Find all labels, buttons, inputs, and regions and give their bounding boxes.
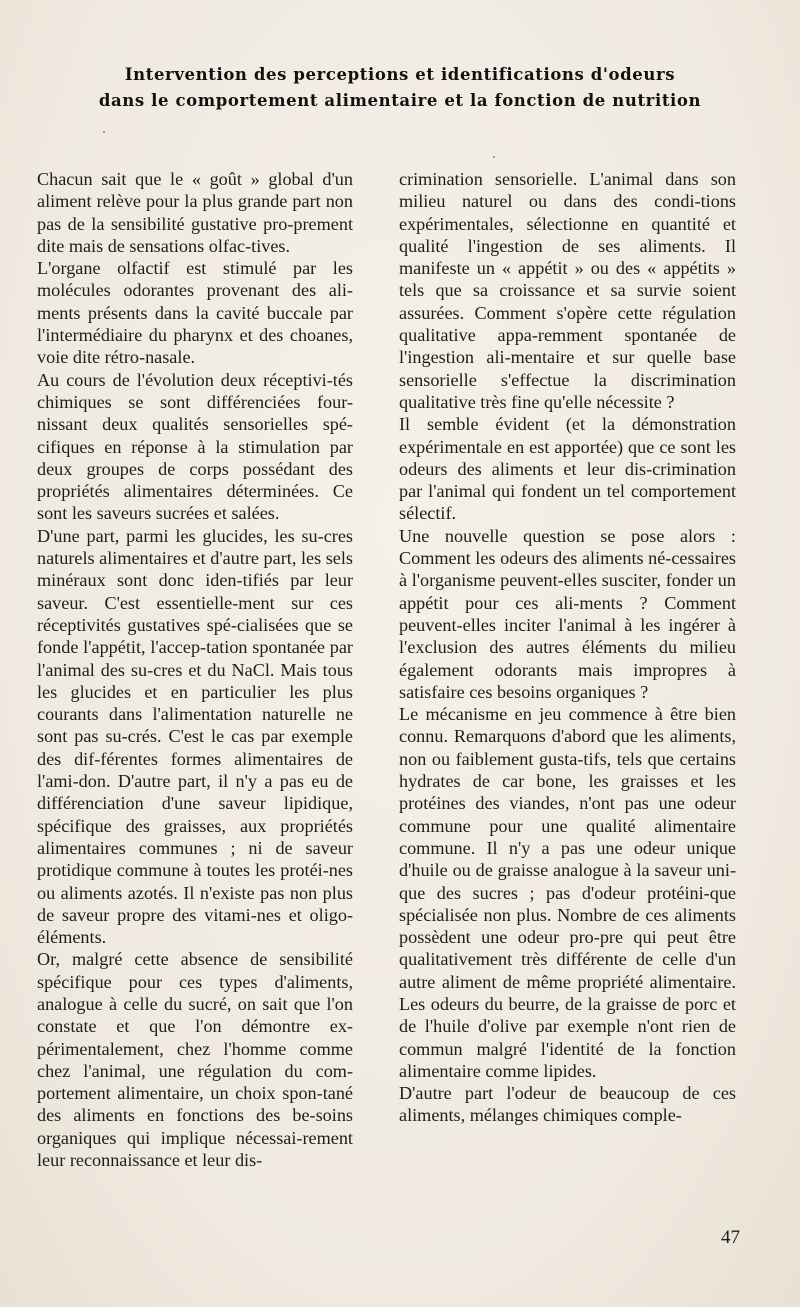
paragraph: Or, malgré cette absence de sensibilité spécifique pour ces types d'aliments, analogue à celle du sucré, on sait que l'on constate et que l'on démontre ex-périmentalement, chez l'homme comme chez l'animal, une régulation du com-portement alimentaire, un choix spon-tané des aliments en fonctions des be-soins organiques qui implique nécessai-rement leur reconnaissance et leur dis- [37, 949, 353, 1171]
left-text-column [37, 168, 353, 1171]
right-text-column [399, 168, 736, 1127]
paragraph: Chacun sait que le « goût » global d'un aliment relève pour la plus grande part non pas de la sensibilité gustative pro-prement dite mais de sensations olfac-tives. [37, 169, 353, 256]
paragraph: Au cours de l'évolution deux réceptivi-tés chimiques se sont différenciées four-nissant deux qualités sensorielles spé-cifiques en réponse à la stimulation par deux groupes de corps possédant des propriétés alimentaires déterminées. Ce sont les saveurs sucrées et salées. [37, 369, 353, 524]
article-title-line-1: Intervention des perceptions et identifications d'odeurs [124, 65, 676, 84]
print-speck [103, 131, 105, 133]
print-speck [493, 156, 495, 158]
paragraph: D'autre part l'odeur de beaucoup de ces aliments, mélanges chimiques comple- [399, 1083, 736, 1126]
paragraph: Une nouvelle question se pose alors : Comment les odeurs des aliments né-cessaires à l'organisme peuvent-elles susciter, fonder un appétit pour ces ali-ments ? Comment peuvent-elles inciter l'animal à les ingérer à l'exclusion des autres éléments du milieu également odorants mais impropres à satisfaire ces besoins organiques ? [399, 525, 736, 702]
paragraph: crimination sensorielle. L'animal dans son milieu naturel ou dans des condi-tions expérimentales, sélectionne en quantité et qualité l'ingestion de ses aliments. Il manifeste un « appétit » ou des « appétits » tels que sa croissance et sa survie soient assurées. Comment s'opère cette régulation qualitative appa-remment spontanée de l'ingestion ali-mentaire et sur quelle base sensorielle s'effectue la discrimination qualitative très fine qu'elle nécessite ? [399, 169, 736, 412]
paragraph: Il semble évident (et la démonstration expérimentale en est apportée) que ce sont les odeurs des aliments et leur dis-crimination par l'animal qui fondent un tel comportement sélectif. [399, 414, 736, 524]
article-title-line-2: dans le comportement alimentaire et la fonction de nutrition [98, 91, 702, 110]
page-number: 47 [721, 1227, 740, 1248]
paragraph: L'organe olfactif est stimulé par les molécules odorantes provenant des ali-ments présents dans la cavité buccale par l'intermédiaire du pharynx et des choanes, voie dite rétro-nasale. [37, 258, 353, 368]
article-title [20, 62, 780, 114]
paragraph: Le mécanisme en jeu commence à être bien connu. Remarquons d'abord que les aliments, non ou faiblement gusta-tifs, tels que certains hydrates de car bone, les graisses et les protéines des viandes, n'ont pas une odeur commune pour une qualité alimentaire commune. Il n'y a pas une odeur unique d'huile ou de graisse analogue à la saveur uni-que des sucres ; pas d'odeur protéini-que spécialisée non plus. Nombre de ces aliments possèdent une odeur pro-pre qui peut être qualitativement très différente de celle d'un autre aliment de même propriété alimentaire. Les odeurs du beurre, de la graisse de porc et de l'huile d'olive par exemple n'ont rien de commun malgré l'identité de la fonction alimentaire comme lipides. [399, 704, 736, 1081]
paragraph: D'une part, parmi les glucides, les su-cres naturels alimentaires et d'autre part, les sels minéraux sont donc iden-tifiés par leur saveur. C'est essentielle-ment sur ces réceptivités gustatives spé-cialisées que se fonde l'appétit, l'accep-tation spontanée par l'animal des su-cres et du NaCl. Mais tous les glucides et en particulier les plus courants dans l'alimentation naturelle ne sont pas su-crés. C'est le cas par exemple des dif-férentes formes alimentaires de l'ami-don. D'autre part, il n'y a pas eu de différenciation d'une saveur lipidique, spécifique des graisses, aux propriétés alimentaires communes ; ni de saveur protidique commune à toutes les protéi-nes ou aliments azotés. Il n'existe pas non plus de saveur propre des vitami-nes et oligo-éléments. [37, 525, 353, 948]
